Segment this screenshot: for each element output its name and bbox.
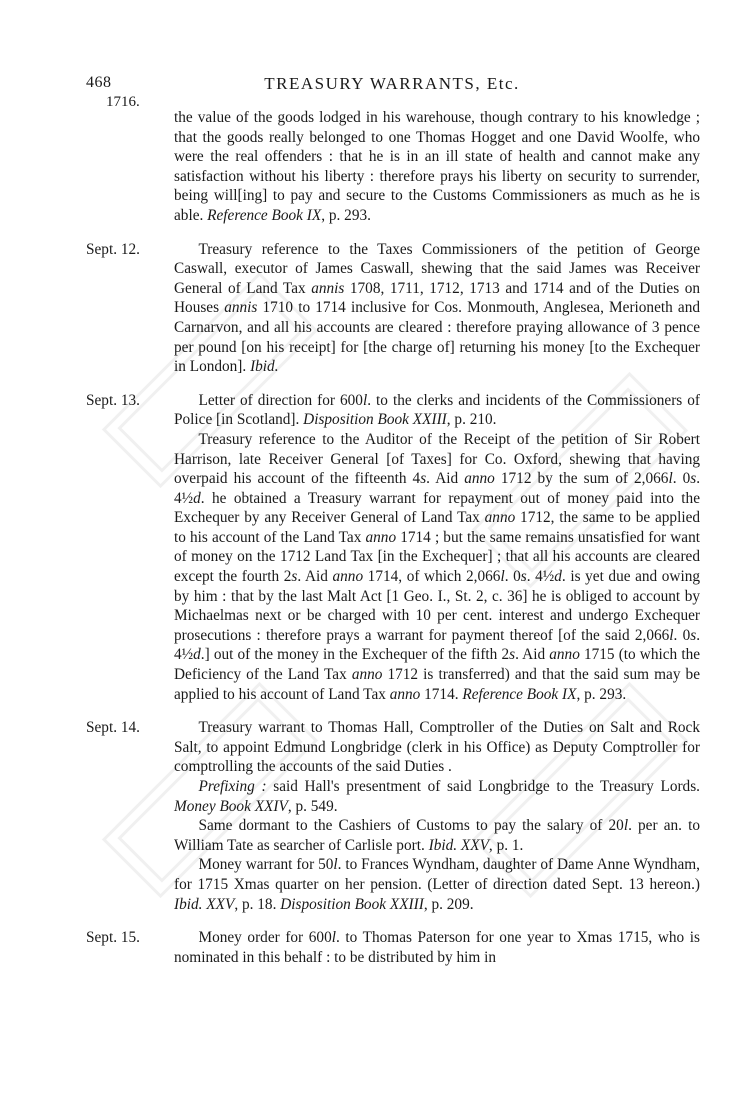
text-run: , p. 18. xyxy=(234,895,281,913)
italic-text: l xyxy=(500,568,505,586)
entry-paragraph xyxy=(174,108,700,226)
italic-text: l xyxy=(362,391,368,409)
italic-text: anno xyxy=(365,528,397,546)
italic-text: l xyxy=(668,470,673,488)
italic-text: s xyxy=(420,470,427,488)
entry xyxy=(86,108,700,226)
text-run: . 0 xyxy=(672,470,691,488)
text-run: . to Thomas Paterson for one year to Xmas 1715, who is nominated in this behalf : to be distributed by him in xyxy=(174,929,700,966)
italic-text: anno xyxy=(351,666,383,684)
year-marker: 1716. xyxy=(106,94,140,110)
entry-paragraph xyxy=(174,430,700,704)
text-run: Same dormant to the Cashiers of Customs to pay the salary of 20 xyxy=(198,817,624,835)
entry-date: Sept. 14. xyxy=(86,719,140,737)
text-run: . 0 xyxy=(504,568,521,586)
italic-text: anno xyxy=(389,685,421,703)
italic-text: Disposition Book XXIII xyxy=(280,895,424,913)
text-run: , p. 293. xyxy=(576,685,627,703)
text-run: 1712 is transferred) and that the said sum may be applied to his account of Land Tax xyxy=(174,666,700,703)
italic-text: Ibid. XXV xyxy=(428,836,489,854)
text-run: , p. 1. xyxy=(488,836,524,854)
italic-text: l xyxy=(333,856,338,874)
italic-text: l xyxy=(623,817,629,835)
text-run: Treasury reference to the Taxes Commissioners of the petition of George Caswall, executor of James Caswall, shewing that the said James was Receiver General of Land Tax xyxy=(174,240,700,297)
text-run: the value of the goods lodged in his warehouse, though contrary to his knowledge ; that the goods really belonged to one Thomas Hogget and one David Woolfe, who were the real offenders : that he is in an ill state of health and cannot make any satisfaction without his liberty : therefore prays his liberty on security to surrender, being will[ing] to pay and secure to the Customs Commissioners as much as he is able. xyxy=(174,109,700,224)
text-run: .] out of the money in the Exchequer of the fifth 2 xyxy=(200,646,510,664)
text-run: 1708, 1711, 1712, 1713 and 1714 and of the Duties on Houses xyxy=(174,279,700,317)
text-run: 1715 (to which the Deficiency of the Land Tax xyxy=(174,646,701,684)
italic-text: s xyxy=(690,626,697,644)
italic-text: anno xyxy=(332,568,364,586)
entry-paragraph xyxy=(174,816,700,855)
entry xyxy=(86,391,700,705)
text-run: 1712 by the sum of 2,066 xyxy=(494,470,669,488)
text-run: . Aid xyxy=(297,568,333,586)
text-run: 1712, the same to be applied to his account of the Land Tax xyxy=(174,509,701,546)
text-run: said Hall's presentment of said Longbridge to the Treasury Lords. xyxy=(266,778,700,795)
entry xyxy=(86,240,700,377)
entry-paragraph xyxy=(174,240,700,377)
italic-text: Reference Book IX xyxy=(207,206,322,224)
text-run: . 4½ xyxy=(526,568,555,586)
italic-text: anno xyxy=(464,470,495,488)
text-run: . 4½ xyxy=(174,626,701,664)
italic-text: Reference Book IX xyxy=(462,685,577,703)
italic-text: Prefixing : xyxy=(198,778,267,795)
entry-paragraph xyxy=(174,777,700,816)
italic-text: d xyxy=(193,489,201,507)
text-run: . 4½ xyxy=(174,470,701,507)
text-run: . Aid xyxy=(515,646,550,664)
italic-text: d xyxy=(554,568,562,586)
entry-paragraph xyxy=(174,928,700,967)
italic-text: l xyxy=(669,626,674,644)
entry-date: Sept. 13. xyxy=(86,391,140,409)
italic-text: annis xyxy=(311,279,345,297)
text-run: Treasury warrant to Thomas Hall, Comptroller of the Duties on Salt and Rock Salt, to appoint Edmund Longbridge (clerk in his Office) as Deputy Comptroller for comptrolling the accounts of the said Duties . xyxy=(174,719,700,776)
page-header xyxy=(86,74,698,96)
italic-text: d xyxy=(193,646,201,664)
italic-text: s xyxy=(509,646,516,664)
document-body xyxy=(86,108,700,981)
text-run: . per an. to William Tate as searcher of Carlisle port. xyxy=(174,817,700,854)
italic-text: Money Book XXIV xyxy=(174,797,288,815)
italic-text: s xyxy=(520,568,527,586)
text-run: . he obtained a Treasury warrant for repayment out of money paid into the Exchequer by any Receiver General of Land Tax xyxy=(174,489,700,527)
entry-date: Sept. 12. xyxy=(86,240,140,258)
text-run: Money order for 600 xyxy=(198,929,332,947)
italic-text: Disposition Book XXIII xyxy=(303,411,447,429)
text-run: Letter of direction for 600 xyxy=(198,391,363,409)
italic-text: l xyxy=(331,929,336,947)
text-run: . to Frances Wyndham, daughter of Dame Anne Wyndham, for 1715 Xmas quarter on her pension. (Letter of direction dated Sept. 13 hereon.) xyxy=(174,856,700,893)
italic-text: anno xyxy=(549,646,580,664)
text-run: . is yet due and owing by him : that by the last Malt Act [1 Geo. I., St. 2, c. 36] he is obliged to account by Michaelmas next or be charged with 10 per cent. interest and undergo Exchequer prosecutions : therefore prays a warrant for payment thereof [of the said 2,066 xyxy=(174,568,701,644)
entry-paragraph xyxy=(174,718,700,777)
italic-text: anno xyxy=(484,509,516,527)
text-run: . Aid xyxy=(426,470,465,488)
text-run: . to the clerks and incidents of the Commissioners of Police [in Scotland]. xyxy=(174,391,700,429)
text-run: 1714. xyxy=(420,685,463,703)
italic-text: Ibid. xyxy=(250,358,279,376)
text-run: 1714 ; but the same remains unsatisfied for want of money on the 1712 Land Tax [in the Exchequer] ; that all his accounts are cleared except the fourth 2 xyxy=(174,528,700,586)
text-run: 1710 to 1714 inclusive for Cos. Monmouth, Anglesea, Merioneth and Carnarvon, and all his accounts are cleared : therefore praying allowance of 3 pence per pound [on his receipt] for [the charge of] returning his money [to the Exchequer in London]. xyxy=(174,299,700,376)
italic-text: annis xyxy=(224,299,258,317)
entry-paragraph xyxy=(174,391,700,430)
page-number: 468 xyxy=(86,74,112,91)
entry xyxy=(86,928,700,967)
text-run: , p. 210. xyxy=(446,411,497,429)
running-title: TREASURY WARRANTS, Etc. xyxy=(264,74,520,93)
entry xyxy=(86,718,700,914)
text-run: Treasury reference to the Auditor of the Receipt of the petition of Sir Robert Harrison, late Receiver General [of Taxes] for Co. Oxford, shewing that having overpaid his account of the fifteenth 4 xyxy=(174,430,700,488)
italic-text: s xyxy=(291,568,298,586)
text-run: , p. 293. xyxy=(321,206,371,224)
text-run: . 0 xyxy=(673,626,691,644)
entry-date: Sept. 15. xyxy=(86,929,140,947)
text-run: , p. 209. xyxy=(423,895,474,913)
text-run: Money warrant for 50 xyxy=(198,856,334,874)
entry-paragraph xyxy=(174,855,700,914)
text-run: 1714, of which 2,066 xyxy=(363,568,501,586)
text-run: , p. 549. xyxy=(287,797,338,815)
italic-text: s xyxy=(690,470,697,488)
italic-text: Ibid. XXV xyxy=(174,895,235,913)
